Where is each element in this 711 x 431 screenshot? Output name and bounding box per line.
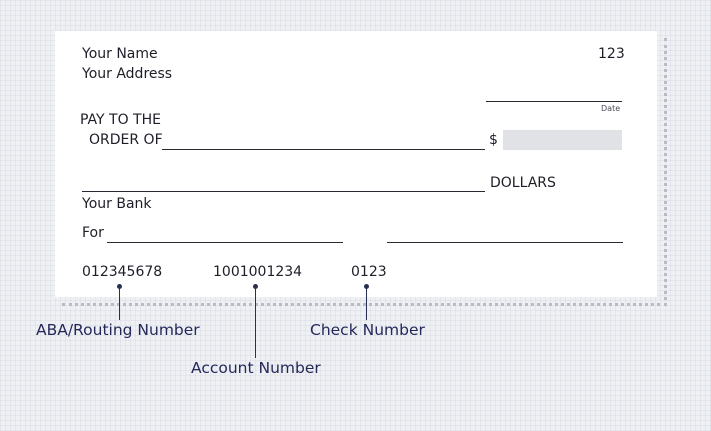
payer-name: Your Name (82, 46, 158, 62)
micr-check-number: 0123 (351, 264, 387, 280)
date-line (486, 101, 622, 102)
routing-pointer-line (119, 286, 120, 320)
memo-line (107, 242, 343, 243)
check-number: 123 (598, 46, 625, 62)
check-pointer-line (366, 286, 367, 320)
payee-line (162, 149, 485, 150)
amount-box (503, 130, 622, 150)
dollar-sign: $ (489, 132, 498, 148)
memo-label: For (82, 225, 104, 241)
dollars-label: DOLLARS (490, 175, 556, 191)
account-number-callout: Account Number (191, 359, 321, 377)
check-number-callout: Check Number (310, 321, 425, 339)
pay-to-label: PAY TO THE (80, 112, 161, 128)
signature-line (387, 242, 623, 243)
payer-address: Your Address (82, 66, 173, 82)
bank-name: Your Bank (82, 196, 152, 212)
micr-account-number: 1001001234 (213, 264, 303, 280)
account-pointer-line (255, 286, 256, 358)
written-amount-line (82, 191, 485, 192)
routing-number-callout: ABA/Routing Number (36, 321, 200, 339)
micr-routing-number: 012345678 (82, 264, 163, 280)
bank-check (55, 31, 657, 297)
order-of-label: ORDER OF (89, 132, 163, 148)
date-label: Date (601, 104, 621, 113)
